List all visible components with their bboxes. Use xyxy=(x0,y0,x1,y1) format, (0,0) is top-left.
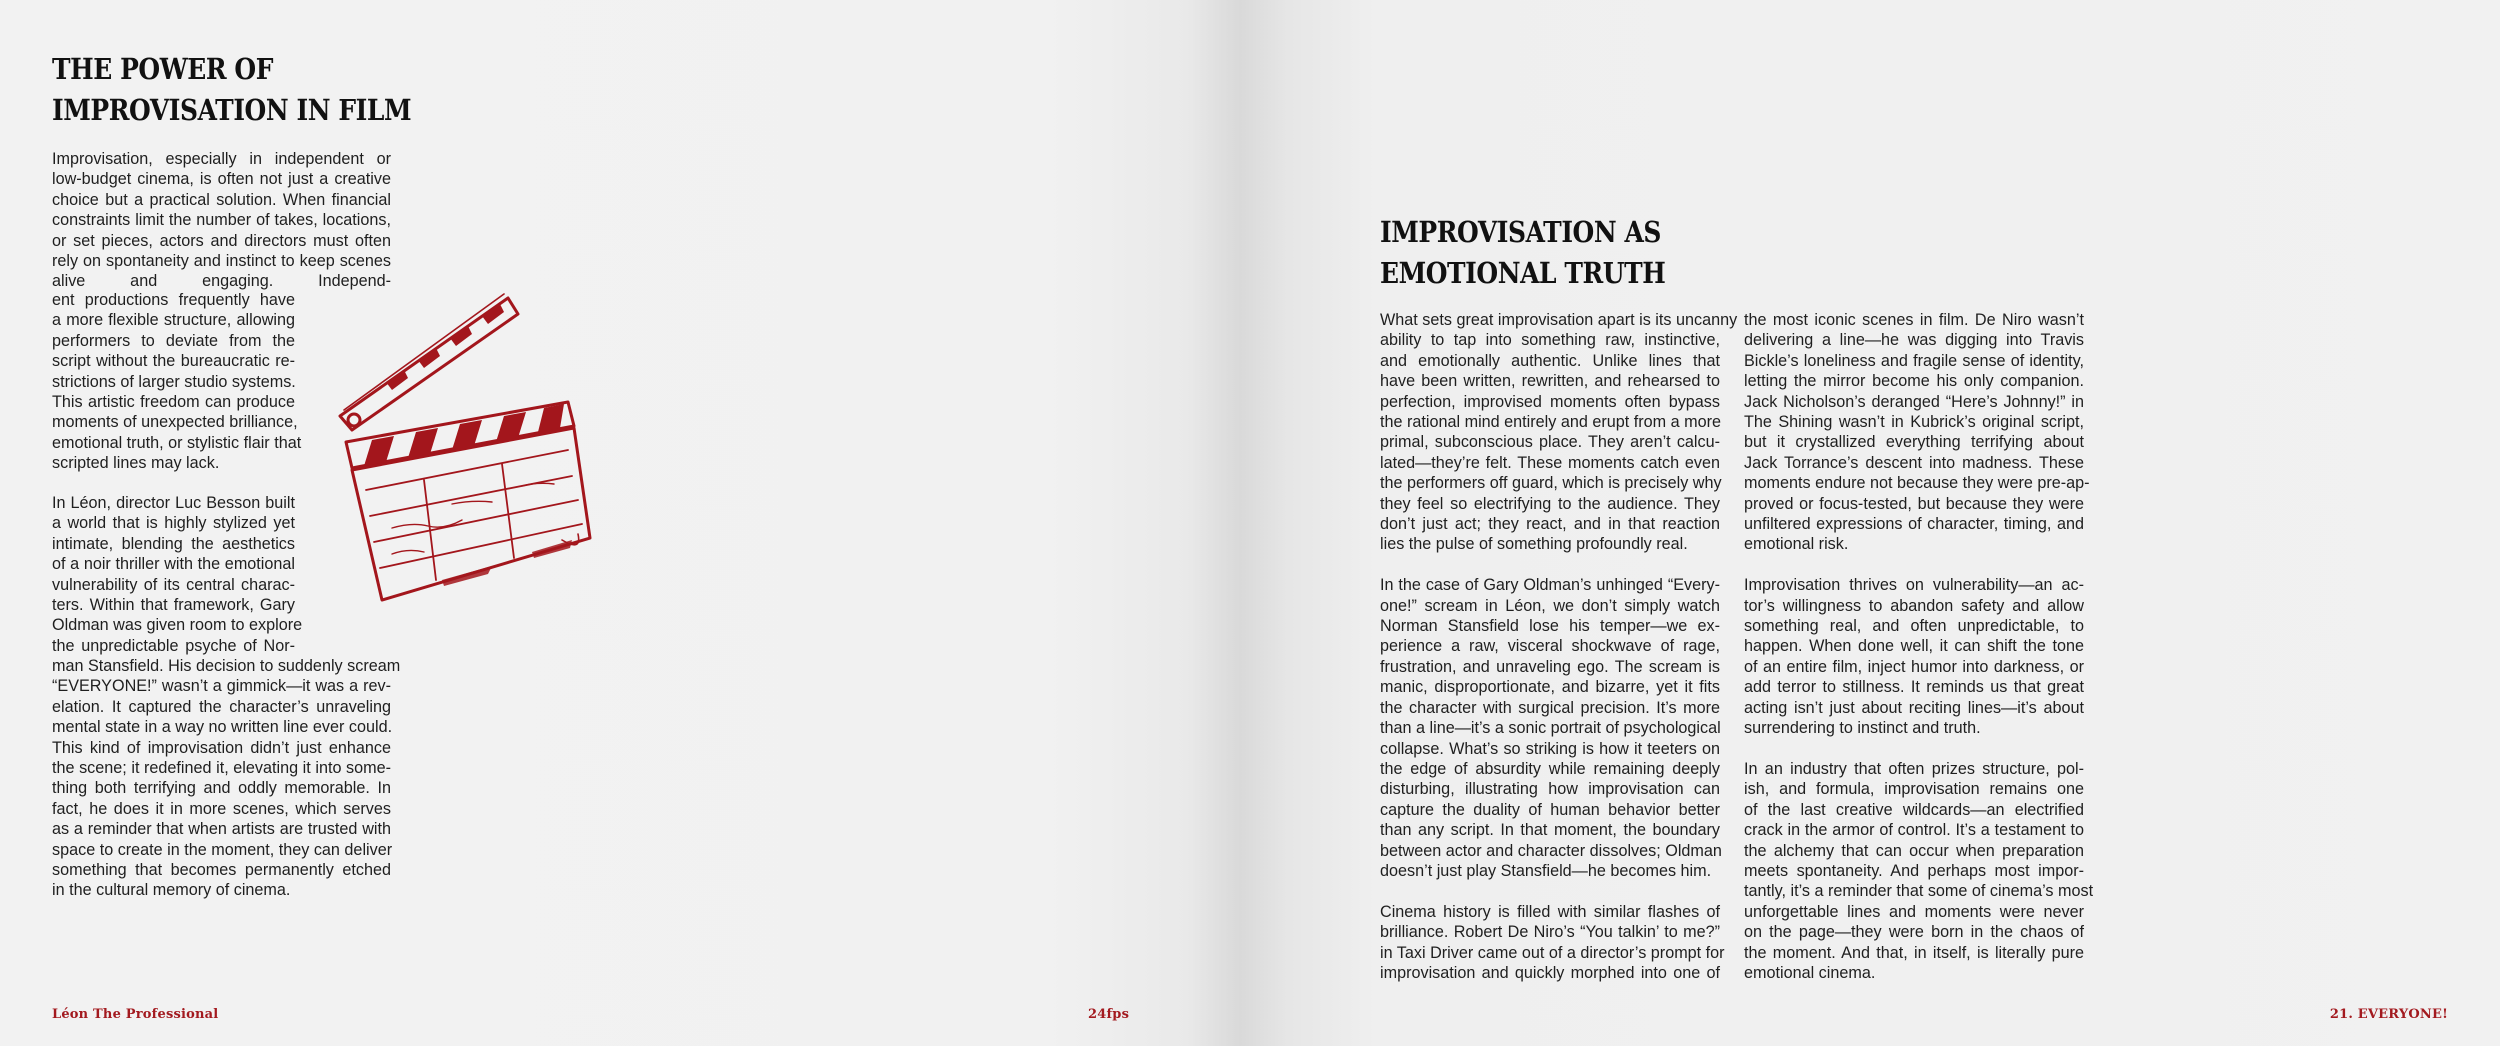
text-line: mental state in a way no written line ever could. xyxy=(52,718,393,737)
text-line: Jack Nicholson’s deranged “Here’s Johnny!” in xyxy=(1744,392,2084,411)
text-line: meets spontaneity. And perhaps most impor- xyxy=(1744,861,2084,880)
text-line: alive and engaging. Independ- xyxy=(52,272,391,291)
heading-line: THE POWER OF xyxy=(52,52,273,86)
text-line: capture the duality of human behavior better xyxy=(1380,800,1720,819)
text-line: ability to tap into something raw, instinctive, xyxy=(1380,331,1720,350)
text-line: one!” scream in Léon, we don’t simply watch xyxy=(1380,596,1720,615)
text-line: This kind of improvisation didn’t just enhance xyxy=(52,738,391,757)
text-line: performers to deviate from the xyxy=(52,331,295,350)
text-line: manic, disproportionate, and bizarre, yet it fits xyxy=(1380,678,1720,697)
text-line: a world that is highly stylized yet xyxy=(52,514,295,533)
text-line: This artistic freedom can produce xyxy=(52,393,295,412)
text-line: scripted lines may lack. xyxy=(52,454,220,473)
text-line: of the last creative wildcards—an electrified xyxy=(1744,800,2084,819)
text-line: acting isn’t just about reciting lines—it’s about xyxy=(1744,698,2084,717)
text-line: emotional risk. xyxy=(1744,535,1849,554)
text-line: they feel so electrifying to the audience. They xyxy=(1380,494,1720,513)
text-line: choice but a practical solution. When financial xyxy=(52,190,391,209)
text-line: emotional truth, or stylistic flair that xyxy=(52,433,302,452)
text-line: tantly, it’s a reminder that some of cinema’s most xyxy=(1744,882,2094,901)
text-line: ent productions frequently have xyxy=(52,291,295,309)
text-line: The Shining wasn’t in Kubrick’s original script, xyxy=(1744,413,2084,432)
text-line: in the cultural memory of cinema. xyxy=(52,881,291,900)
text-line: between actor and character dissolves; Oldman xyxy=(1380,841,1722,860)
text-line: low-budget cinema, is often not just a creative xyxy=(52,170,391,189)
text-line: ish, and formula, improvisation remains one xyxy=(1744,780,2084,799)
heading-line: IMPROVISATION AS xyxy=(1380,215,1661,249)
text-line: doesn’t just play Stansfield—he becomes him. xyxy=(1380,861,1712,880)
text-line: man Stansfield. His decision to suddenly scream xyxy=(52,657,401,675)
text-line: unfiltered expressions of character, timing, and xyxy=(1744,515,2084,534)
text-line: surrendering to instinct and truth. xyxy=(1744,719,1981,738)
text-line: Improvisation thrives on vulnerability—an ac- xyxy=(1744,576,2084,595)
footer-section-label: 24fps xyxy=(1088,1007,1130,1022)
text-line: on the page—they were born in the chaos of xyxy=(1744,923,2084,942)
right-column-2 xyxy=(1744,310,2094,983)
text-line: In an industry that often prizes structure, pol- xyxy=(1744,759,2084,778)
paragraph-gap xyxy=(1380,881,1720,901)
text-line: constraints limit the number of takes, locations, xyxy=(52,211,391,230)
text-line: Oldman was given room to explore xyxy=(52,616,303,635)
text-line: elation. It captured the character’s unraveling xyxy=(52,697,391,716)
text-line: space to create in the moment, they can deliver xyxy=(52,840,393,859)
text-line: collapse. What’s so striking is how it teeters on xyxy=(1380,739,1720,758)
footer-page-label: 21. EVERYONE! xyxy=(2329,1007,2448,1022)
text-line: fact, he does it in more scenes, which serves xyxy=(52,799,391,818)
text-line: the moment. And that, in itself, is literally pure xyxy=(1744,943,2084,962)
text-line: emotional cinema. xyxy=(1744,963,1876,982)
right-page-heading xyxy=(1380,212,1665,294)
left-article-wrap-1 xyxy=(52,290,302,474)
text-line: the edge of absurdity while remaining deeply xyxy=(1380,759,1720,778)
text-line: Norman Stansfield lose his temper—we ex- xyxy=(1380,617,1720,636)
right-column-1 xyxy=(1380,310,1738,983)
footer-magazine-title: Léon The Professional xyxy=(52,1007,219,1022)
text-line: Jack Torrance’s descent into madness. These xyxy=(1744,453,2084,472)
text-line: vulnerability of its central charac- xyxy=(52,575,295,594)
left-page-heading xyxy=(52,49,411,131)
text-line: add terror to stillness. It reminds us that great xyxy=(1744,678,2084,697)
text-line: the unpredictable psyche of Nor- xyxy=(52,636,295,655)
paragraph-gap xyxy=(1744,555,2084,575)
text-line: of a noir thriller with the emotional xyxy=(52,555,295,574)
left-article-full-2 xyxy=(52,656,401,901)
text-line: don’t just act; they react, and in that reaction xyxy=(1380,515,1720,534)
text-line: intimate, blending the aesthetics xyxy=(52,534,295,553)
text-line: lated—they’re felt. These moments catch even xyxy=(1380,453,1720,472)
paragraph-gap xyxy=(1380,555,1720,575)
text-line: strictions of larger studio systems. xyxy=(52,372,296,391)
text-line: the rational mind entirely and erupt from a more xyxy=(1380,413,1722,432)
text-line: proved or focus-tested, but because they were xyxy=(1744,494,2084,513)
text-line: Bickle’s loneliness and fragile sense of identity, xyxy=(1744,351,2084,370)
text-line: frustration, and unraveling ego. The scream is xyxy=(1380,657,1720,676)
text-line: as a reminder that when artists are trusted with xyxy=(52,820,391,839)
text-line: in Taxi Driver came out of a director’s prompt for xyxy=(1380,943,1725,962)
heading-line: EMOTIONAL TRUTH xyxy=(1380,256,1666,290)
text-line: What sets great improvisation apart is its uncanny xyxy=(1380,311,1738,329)
text-line: happen. When done well, it can shift the tone xyxy=(1744,637,2084,656)
text-line: In Léon, director Luc Besson built xyxy=(52,494,295,512)
clapperboard-icon xyxy=(332,290,598,610)
heading-line: IMPROVISATION IN FILM xyxy=(52,93,412,127)
text-line: perience a raw, visceral shockwave of rage, xyxy=(1380,637,1720,656)
text-line: tor’s willingness to abandon safety and allow xyxy=(1744,596,2084,615)
text-line: thing both terrifying and oddly memorable. In xyxy=(52,779,391,798)
text-line: than a line—it’s a sonic portrait of psychological xyxy=(1380,719,1721,738)
text-line: have been written, rewritten, and rehearsed to xyxy=(1380,372,1720,391)
left-article-wrap-2 xyxy=(52,493,303,656)
left-article-body xyxy=(52,149,391,292)
text-line: crack in the armor of control. It’s a testament to xyxy=(1744,821,2084,840)
text-line: letting the mirror become his only companion. xyxy=(1744,372,2084,391)
text-line: lies the pulse of something profoundly real. xyxy=(1380,535,1688,554)
text-line: but it crystallized everything terrifying about xyxy=(1744,433,2084,452)
text-line: primal, subconscious place. They aren’t calcu- xyxy=(1380,433,1720,452)
text-line: moments of unexpected brilliance, xyxy=(52,413,298,432)
text-line: perfection, improvised moments often bypass xyxy=(1380,392,1720,411)
text-line: Cinema history is filled with similar flashes of xyxy=(1380,902,1720,921)
text-line: something that becomes permanently etched xyxy=(52,861,391,880)
text-line: and emotionally authentic. Unlike lines that xyxy=(1380,351,1720,370)
text-line: Improvisation, especially in independent or xyxy=(52,150,391,168)
text-line: than any script. In that moment, the boundary xyxy=(1380,821,1720,840)
text-line: ters. Within that framework, Gary xyxy=(52,596,295,615)
paragraph-gap xyxy=(1744,739,2084,759)
text-line: a more flexible structure, allowing xyxy=(52,311,295,330)
text-line: improvisation and quickly morphed into one of xyxy=(1380,963,1720,982)
text-line: disturbing, illustrating how improvisation can xyxy=(1380,780,1720,799)
text-line: the alchemy that can occur when preparation xyxy=(1744,841,2084,860)
text-line: or set pieces, actors and directors must often xyxy=(52,231,391,250)
text-line: the performers off guard, which is precisely why xyxy=(1380,474,1722,493)
text-line: delivering a line—he was digging into Travis xyxy=(1744,331,2084,350)
text-line: the character with surgical precision. It’s more xyxy=(1380,698,1720,717)
text-line: something real, and often unpredictable, to xyxy=(1744,617,2084,636)
text-line: script without the bureaucratic re- xyxy=(52,352,295,371)
text-line: “EVERYONE!” wasn’t a gimmick—it was a rev- xyxy=(52,677,391,696)
text-line: the scene; it redefined it, elevating it into some- xyxy=(52,759,391,778)
text-line: moments endure not because they were pre-ap- xyxy=(1744,474,2090,493)
text-line: the most iconic scenes in film. De Niro wasn’t xyxy=(1744,311,2084,329)
text-line: of an entire film, inject humor into darkness, or xyxy=(1744,657,2084,676)
text-line: rely on spontaneity and instinct to keep scenes xyxy=(52,252,391,271)
text-line: unforgettable lines and moments were never xyxy=(1744,902,2084,921)
text-line: In the case of Gary Oldman’s unhinged “Every- xyxy=(1380,576,1720,595)
text-line: brilliance. Robert De Niro’s “You talkin’ to me?” xyxy=(1380,923,1720,942)
